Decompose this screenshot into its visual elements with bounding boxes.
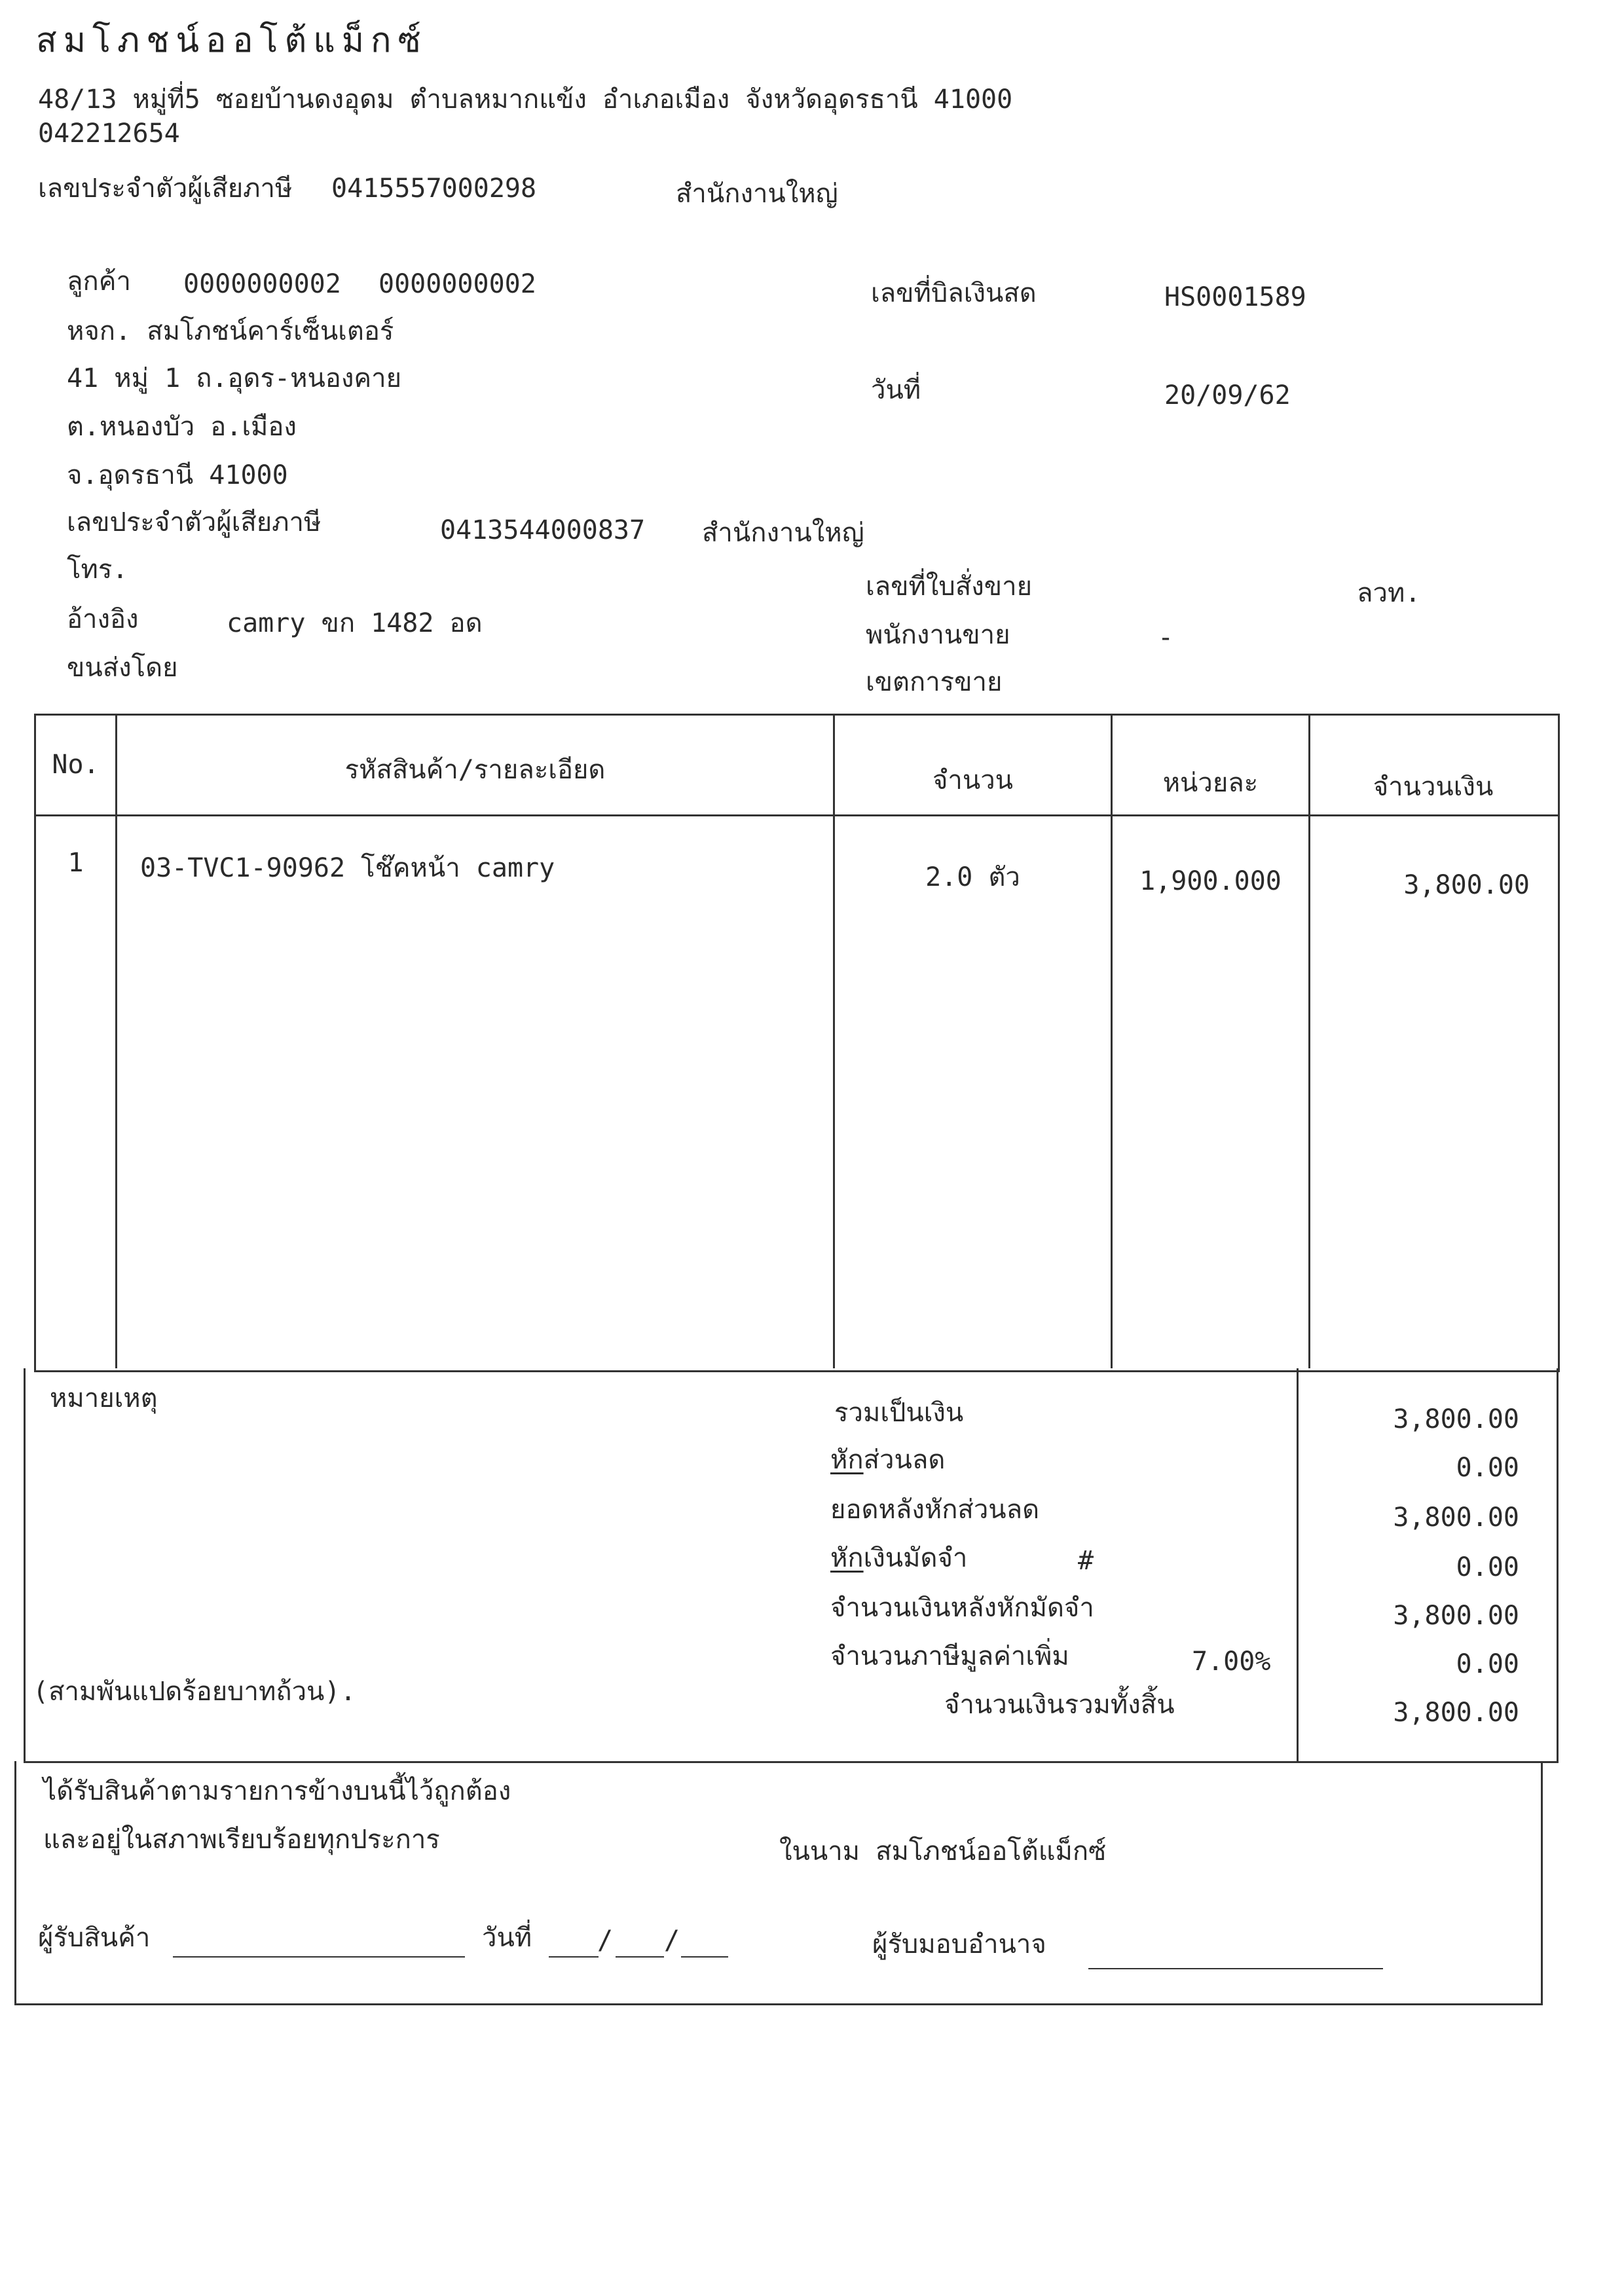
grand-total-value: 3,800.00	[1393, 1698, 1519, 1728]
subtotal-label: รวมเป็นเงิน	[834, 1398, 964, 1428]
receiver-signature-line[interactable]	[173, 1956, 465, 1958]
customer-phone-label: โทร.	[67, 555, 128, 585]
authorized-signature-line[interactable]	[1088, 1968, 1383, 1969]
header-description: รหัสสินค้า/รายละเอียด	[344, 755, 606, 785]
receive-date-month[interactable]	[616, 1956, 664, 1958]
on-behalf-of: ในนาม สมโภชน์ออโต้แม็กซ์	[779, 1836, 1107, 1867]
salesperson-value: -	[1158, 623, 1174, 653]
after-deposit-value: 3,800.00	[1393, 1601, 1519, 1631]
discount-prefix: หัก	[830, 1445, 864, 1475]
vat-label: จำนวนภาษีมูลค่าเพิ่ม	[830, 1641, 1069, 1671]
remark-label: หมายเหตุ	[50, 1383, 158, 1413]
header-quantity: จำนวน	[932, 765, 1014, 795]
receive-date-label: วันที่	[482, 1923, 532, 1953]
table-col-divider	[833, 715, 835, 1368]
customer-code-1: 0000000002	[183, 269, 341, 299]
header-unit-price: หน่วยละ	[1162, 768, 1259, 798]
bill-number-label: เลขที่บิลเงินสด	[871, 278, 1037, 308]
deposit-label-wrap	[830, 1545, 967, 1571]
after-deposit-label: จำนวนเงินหลังหักมัดจำ	[830, 1593, 1094, 1623]
discount-label: ส่วนลด	[863, 1445, 946, 1475]
customer-code-2: 0000000002	[378, 269, 536, 299]
sales-zone-label: เขตการขาย	[866, 667, 1003, 697]
row-description: 03-TVC1-90962 โช๊คหน้า camry	[140, 853, 555, 883]
header-amount: จำนวนเงิน	[1373, 772, 1494, 802]
discount-label-wrap	[830, 1447, 945, 1473]
receive-date-day[interactable]	[549, 1956, 599, 1958]
vat-value: 0.00	[1456, 1649, 1519, 1679]
subtotal-value: 3,800.00	[1393, 1404, 1519, 1434]
date-slash-2: /	[664, 1925, 680, 1956]
reference-label: อ้างอิง	[67, 604, 139, 634]
vat-rate: 7.00%	[1192, 1647, 1271, 1677]
deposit-value: 0.00	[1456, 1552, 1519, 1582]
bill-date-label: วันที่	[871, 375, 921, 405]
row-unit-price: 1,900.000	[1139, 866, 1282, 896]
company-name: สมโภชน์ออโต้แม็กซ์	[36, 21, 428, 60]
sales-order-value: ลวท.	[1357, 578, 1421, 608]
customer-address-2: ต.หนองบัว อ.เมือง	[67, 412, 297, 442]
customer-address-3: จ.อุดรธานี 41000	[67, 460, 288, 490]
amount-in-words: (สามพันแปดร้อยบาทถ้วน).	[33, 1677, 356, 1707]
receive-date-year[interactable]	[681, 1956, 728, 1958]
company-tax-id-label: เลขประจำตัวผู้เสียภาษี	[38, 173, 293, 204]
received-text-2: และอยู่ในสภาพเรียบร้อยทุกประการ	[43, 1825, 440, 1855]
deposit-prefix: หัก	[830, 1543, 864, 1573]
customer-name: หจก. สมโภชน์คาร์เซ็นเตอร์	[67, 316, 394, 346]
date-slash-1: /	[597, 1925, 614, 1956]
bill-date: 20/09/62	[1164, 380, 1291, 410]
summary-col-divider	[1297, 1368, 1299, 1761]
company-address: 48/13 หมู่ที่5 ซอยบ้านดงอุดม ตำบลหมากแข้ง อำเภอเมือง จังหวัดอุดรธานี 41000	[38, 84, 1013, 115]
customer-address-1: 41 หมู่ 1 ถ.อุดร-หนองคาย	[67, 363, 402, 393]
salesperson-label: พนักงานขาย	[866, 620, 1010, 650]
company-branch: สำนักงานใหญ่	[676, 179, 838, 209]
table-col-divider	[1111, 715, 1113, 1368]
authorized-label: ผู้รับมอบอำนาจ	[872, 1929, 1046, 1959]
received-text-1: ได้รับสินค้าตามรายการข้างบนนี้ไว้ถูกต้อง	[43, 1776, 511, 1806]
table-header-divider	[34, 814, 1558, 816]
after-discount-value: 3,800.00	[1393, 1503, 1519, 1533]
deposit-label: เงินมัดจำ	[863, 1543, 968, 1573]
reference-value: camry ขก 1482 อด	[227, 608, 483, 638]
customer-tax-id: 0413544000837	[440, 515, 646, 545]
grand-total-label: จำนวนเงินรวมทั้งสิ้น	[944, 1690, 1175, 1720]
bill-number: HS0001589	[1164, 282, 1306, 312]
discount-value: 0.00	[1456, 1453, 1519, 1483]
deposit-hash: #	[1078, 1546, 1094, 1576]
row-no: 1	[67, 848, 84, 878]
customer-label: ลูกค้า	[67, 266, 131, 297]
row-quantity: 2.0 ตัว	[925, 862, 1020, 892]
company-tax-id: 0415557000298	[331, 173, 537, 204]
table-col-divider	[115, 715, 117, 1368]
items-table	[34, 714, 1560, 1372]
header-no: No.	[52, 750, 100, 780]
shipping-label: ขนส่งโดย	[67, 653, 178, 683]
table-col-divider	[1308, 715, 1310, 1368]
receiver-label: ผู้รับสินค้า	[38, 1923, 151, 1953]
sales-order-label: เลขที่ใบสั่งขาย	[866, 572, 1033, 602]
customer-tax-id-label: เลขประจำตัวผู้เสียภาษี	[67, 507, 322, 538]
company-phone: 042212654	[38, 118, 180, 149]
row-amount: 3,800.00	[1403, 870, 1530, 900]
customer-branch: สำนักงานใหญ่	[702, 518, 864, 548]
after-discount-label: ยอดหลังหักส่วนลด	[830, 1495, 1040, 1525]
